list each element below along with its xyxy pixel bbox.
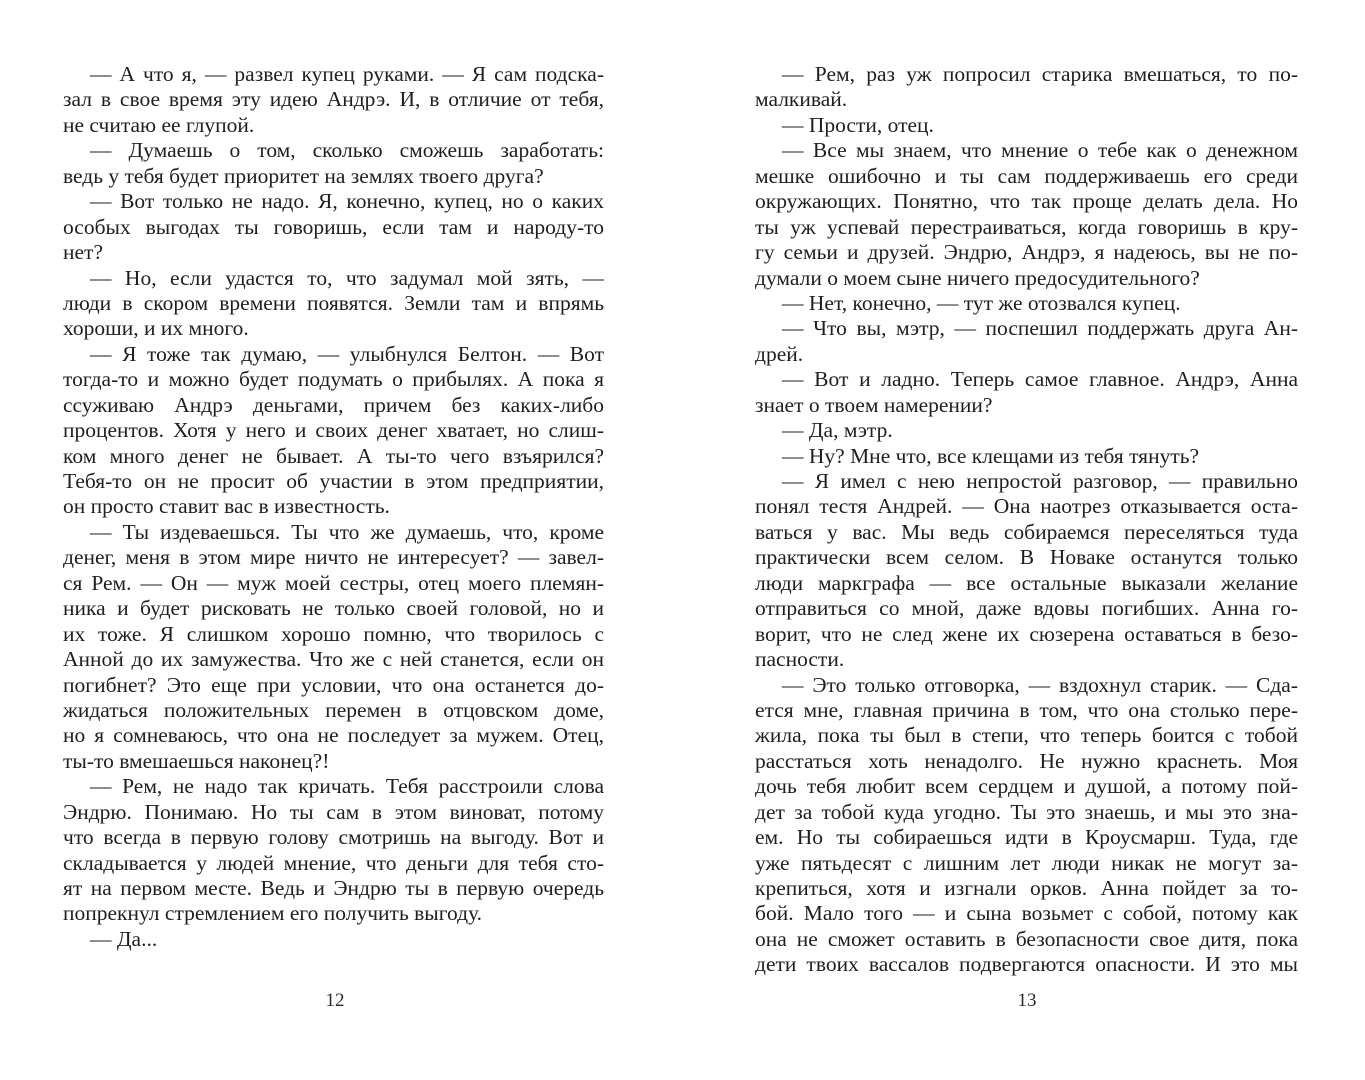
text-line: ты-то вмешаешься наконец?! <box>63 748 330 773</box>
text-line: — А что я, — развел купец руками. — Я сам подска- <box>90 62 604 86</box>
text-line: люди маркграфа — все остальные выказали желание <box>755 570 1298 595</box>
text-line: расстаться хоть ненадолго. Не нужно краснеть. Моя <box>755 748 1298 773</box>
text-line: ком много денег не бывает. А ты-то чего взъярился? <box>63 443 604 468</box>
text-line: хороши, и их много. <box>63 316 249 341</box>
text-line: бой. Мало того — и сына возьмет с собой, потому как <box>755 901 1298 926</box>
text-line: он просто ставит вас в известность. <box>63 494 390 519</box>
text-line: что всегда в первую голову смотришь на выгоду. Вот и <box>63 825 604 850</box>
text-line: Анной до их замужества. Что же с ней станется, если он <box>63 647 604 672</box>
left-page-text <box>63 62 604 952</box>
right-page-number: 13 <box>1017 990 1037 1011</box>
text-line: не считаю ее глупой. <box>63 112 255 137</box>
text-line: ника и будет рисковать не только своей головой, но и <box>63 596 604 621</box>
text-line: люди в скором времени появятся. Земли там и впрямь <box>63 290 604 315</box>
text-line: мешке ошибочно и ты сам поддерживаешь его среди <box>755 163 1298 188</box>
text-line: ведь у тебя будет приоритет на землях твоего друга? <box>63 163 544 188</box>
text-line: ется мне, главная причина в том, что она столько пере- <box>755 697 1298 722</box>
text-line: — Думаешь о том, сколько сможешь заработать: <box>90 138 604 163</box>
text-line: — Вот только не надо. Я, конечно, купец, но о каких <box>90 189 604 214</box>
text-line: дет за тобой куда угодно. Ты это знаешь, и мы это зна- <box>755 799 1298 824</box>
text-line: крепиться, хотя и изгнали орков. Анна пойдет за то- <box>755 876 1298 900</box>
text-line: — Нет, конечно, — тут же отозвался купец. <box>782 290 1181 315</box>
text-line: ся Рем. — Он — муж моей сестры, отец моего племян- <box>63 570 604 595</box>
text-line: ты уж успевай перестраиваться, когда говоришь в кру- <box>755 214 1298 239</box>
text-line: — Ты издеваешься. Ты что же думаешь, что, кроме <box>90 519 604 544</box>
left-page-number: 12 <box>325 990 345 1011</box>
text-line: но я сомневаюсь, что она не последует за мужем. Отец, <box>63 723 604 748</box>
text-line: Эндрю. Понимаю. Но ты сам в этом виноват, потому <box>63 799 604 824</box>
text-line: зал в свое время эту идею Андрэ. И, в отличие от тебя, <box>63 87 604 112</box>
text-line: — Все мы знаем, что мнение о тебе как о денежном <box>782 138 1298 163</box>
text-line: — Да... <box>90 926 158 951</box>
text-line: она не сможет оставить в безопасности свое дитя, пока <box>755 926 1298 951</box>
text-line: дети твоих вассалов подвергаются опасности. И это мы <box>755 952 1298 977</box>
text-line: — Это только отговорка, — вздохнул старик. — Сда- <box>782 672 1298 697</box>
text-line: ваться у вас. Мы ведь собираемся переселяться туда <box>755 519 1298 544</box>
text-line: — Но, если удастся то, что задумал мой зять, — <box>90 265 604 290</box>
text-line: дочь тебя любит всем сердцем и душой, а потому пой- <box>755 774 1298 799</box>
text-line: жидаться положительных перемен в отцовском доме, <box>63 697 604 722</box>
text-line: гу семьи и друзей. Эндрю, Андрэ, я надеюсь, вы не по- <box>755 240 1298 265</box>
text-line: понял тестя Андрей. — Она наотрез отказывается оста- <box>755 494 1298 519</box>
text-line: их тоже. Я слишком хорошо помню, что творилось с <box>63 621 604 646</box>
text-line: окружающих. Понятно, что так проще делать дела. Но <box>755 189 1298 214</box>
text-line: отправиться со мной, даже вдовы погибших. Анна го- <box>755 596 1298 621</box>
text-line: пасности. <box>755 647 845 672</box>
text-line: складывается у людей мнение, что деньги для тебя сто- <box>63 850 604 875</box>
text-line: тогда-то и можно будет подумать о прибылях. А пока я <box>63 367 604 392</box>
text-line: — Рем, не надо так кричать. Тебя расстроили слова <box>90 774 604 799</box>
text-line: ят на первом месте. Ведь и Эндрю ты в первую очередь <box>63 876 604 900</box>
text-line: — Что вы, мэтр, — поспешил поддержать друга Ан- <box>782 316 1298 341</box>
text-line: ворит, что не след жене их сюзерена оставаться в безо- <box>755 621 1298 646</box>
text-line: нет? <box>63 240 103 265</box>
text-line: — Я имел с нею непростой разговор, — правильно <box>782 469 1298 493</box>
text-line: жила, пока ты был в степи, что теперь боится с тобой <box>755 723 1298 748</box>
text-line: — Вот и ладно. Теперь самое главное. Андрэ, Анна <box>782 367 1298 392</box>
text-line: — Рем, раз уж попросил старика вмешаться, то по- <box>782 62 1298 86</box>
text-line: — Я тоже так думаю, — улыбнулся Белтон. — Вот <box>90 341 604 366</box>
text-line: денег, меня в этом мире ничто не интересует? — завел- <box>63 545 604 570</box>
text-line: — Прости, отец. <box>782 112 934 137</box>
text-line: дрей. <box>755 341 804 366</box>
text-line: уже пятьдесят с лишним лет люди никак не могут за- <box>755 850 1298 875</box>
text-line: — Ну? Мне что, все клещами из тебя тянуть? <box>782 443 1200 468</box>
text-line: практически всем селом. В Новаке останутся только <box>755 545 1298 570</box>
right-page-text <box>755 62 1298 978</box>
text-line: знает о твоем намерении? <box>755 392 993 417</box>
text-line: Тебя-то он не просит об участии в этом предприятии, <box>63 469 604 493</box>
text-line: погибнет? Это еще при условии, что она останется до- <box>63 672 604 697</box>
text-line: думали о моем сыне ничего предосудительного? <box>755 265 1200 290</box>
text-line: попрекнул стремлением его получить выгоду. <box>63 901 483 926</box>
text-line: ссуживаю Андрэ деньгами, причем без каких-либо <box>63 392 604 417</box>
text-line: ем. Но ты собираешься идти в Кроусмарш. Туда, где <box>755 825 1298 850</box>
text-line: — Да, мэтр. <box>782 418 893 443</box>
text-line: особых выгодах ты говоришь, если там и народу-то <box>63 214 604 239</box>
text-line: процентов. Хотя у него и своих денег хватает, но слиш- <box>63 418 604 443</box>
text-line: малкивай. <box>755 87 848 112</box>
